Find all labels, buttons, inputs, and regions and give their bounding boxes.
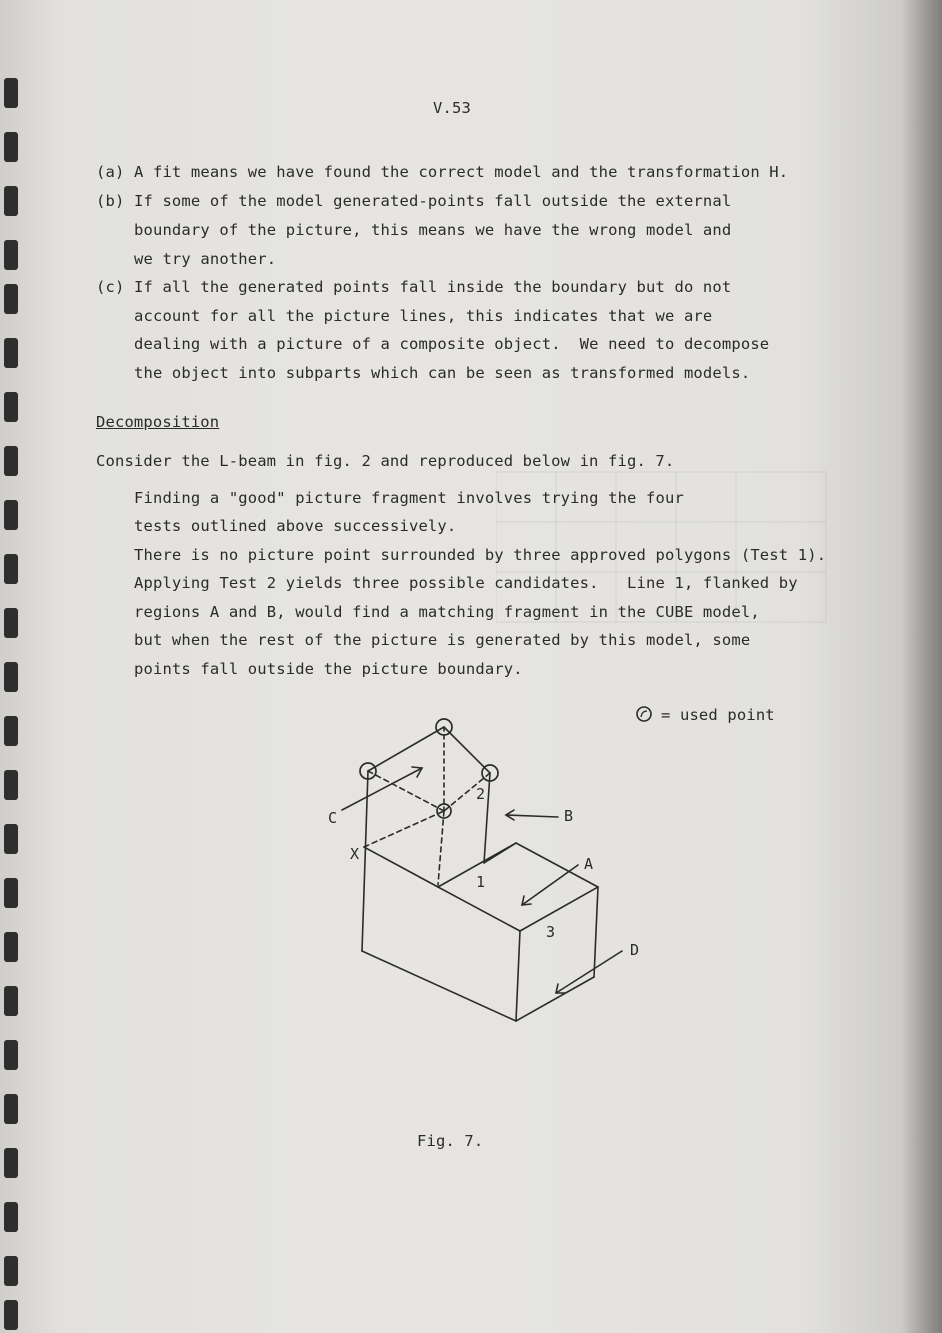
page-number: V.53	[433, 99, 471, 117]
arrow-a	[522, 865, 578, 905]
section-heading: Decomposition	[96, 413, 220, 431]
para-line: but when the rest of the picture is generated by this model, some	[134, 631, 751, 649]
figure-l-beam	[320, 715, 680, 1035]
spiral-binding	[0, 0, 26, 1333]
item-b-line: we try another.	[134, 250, 277, 268]
fig-label-2: 2	[476, 785, 486, 803]
fig-label-c: C	[328, 809, 338, 827]
hidden-edge	[438, 811, 444, 885]
edge	[594, 887, 598, 977]
edge	[362, 951, 516, 1021]
item-b-label: (b)	[96, 192, 125, 210]
item-c-line: dealing with a picture of a composite object. We need to decompose	[134, 335, 770, 353]
fig-label-x: X	[350, 845, 360, 863]
para-line: Finding a "good" picture fragment involves trying the four	[134, 489, 684, 507]
fig-label-3: 3	[546, 923, 556, 941]
hidden-edge	[364, 811, 444, 847]
legend-label: = used point	[661, 706, 775, 724]
arrow-c	[342, 768, 422, 810]
edge	[484, 843, 516, 863]
item-c-line: the object into subparts which can be seen as transformed models.	[134, 364, 751, 382]
item-b-line: boundary of the picture, this means we have the wrong model and	[134, 221, 732, 239]
edge	[516, 977, 594, 1021]
edge	[438, 887, 520, 931]
item-b-line: If some of the model generated-points fall outside the external	[134, 192, 732, 210]
fig-label-d: D	[630, 941, 640, 959]
para-line: regions A and B, would find a matching fragment in the CUBE model,	[134, 603, 760, 621]
item-a-line: A fit means we have found the correct model and the transformation H.	[134, 163, 789, 181]
item-a-label: (a)	[96, 163, 125, 181]
page-edge-shadow	[902, 0, 942, 1333]
edge	[444, 727, 490, 773]
arrow-d	[556, 951, 622, 993]
fig-label-b: B	[564, 807, 574, 825]
para-line: There is no picture point surrounded by three approved polygons (Test 1).	[134, 546, 827, 564]
para-line: Applying Test 2 yields three possible candidates. Line 1, flanked by	[134, 574, 798, 592]
item-c-line: If all the generated points fall inside the boundary but do not	[134, 278, 732, 296]
item-c-line: account for all the picture lines, this indicates that we are	[134, 307, 713, 325]
fig-label-a: A	[584, 855, 594, 873]
arrow-b	[506, 815, 558, 817]
edge	[364, 847, 438, 887]
item-c-label: (c)	[96, 278, 125, 296]
edge	[520, 887, 598, 931]
para-line: points fall outside the picture boundary.	[134, 660, 523, 678]
fig-label-1: 1	[476, 873, 486, 891]
para-line: tests outlined above successively.	[134, 517, 457, 535]
edge	[368, 727, 444, 771]
figure-caption: Fig. 7.	[417, 1132, 484, 1150]
intro-line: Consider the L-beam in fig. 2 and reproduced below in fig. 7.	[96, 452, 675, 470]
edge	[516, 931, 520, 1021]
